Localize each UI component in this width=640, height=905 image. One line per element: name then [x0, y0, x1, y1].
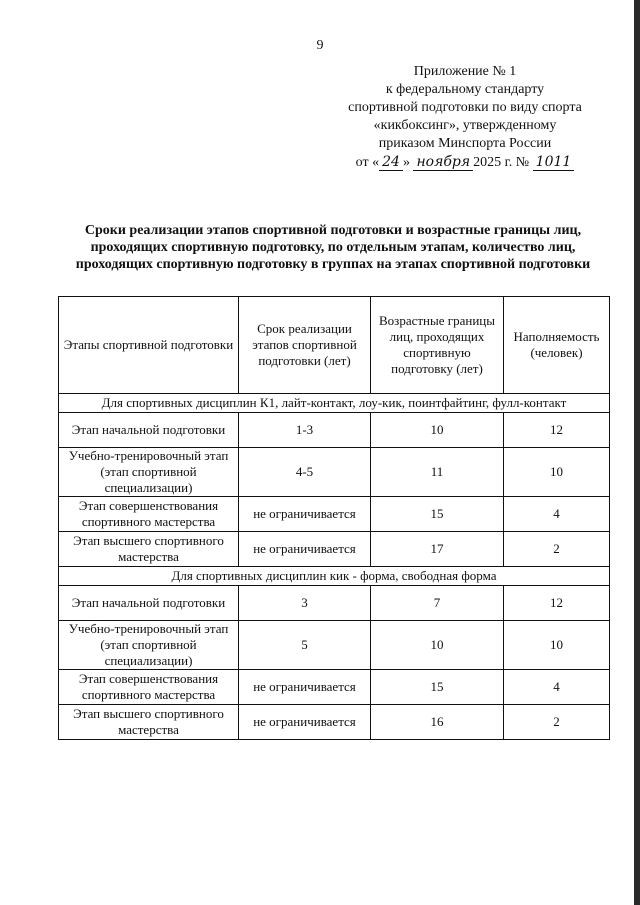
date-year: 2025 г. № [473, 155, 530, 170]
cell-age: 15 [371, 497, 504, 532]
cell-stage: Учебно-тренировочный этап (этап спортивной специализации) [59, 448, 239, 497]
cell-capacity: 12 [504, 586, 610, 621]
date-day: 24 [379, 154, 403, 171]
appendix-date-line [340, 153, 590, 172]
cell-duration: 4-5 [239, 448, 371, 497]
cell-capacity: 2 [504, 705, 610, 740]
table-row [59, 497, 610, 532]
appendix-line: приказом Минспорта России [378, 136, 552, 151]
table-row [59, 413, 610, 448]
header-age: Возрастные границы лиц, проходящих спортивную подготовку (лет) [371, 297, 504, 394]
cell-capacity: 12 [504, 413, 610, 448]
header-stage: Этапы спортивной подготовки [59, 297, 239, 394]
cell-stage: Этап начальной подготовки [59, 586, 239, 621]
table-row [59, 670, 610, 705]
cell-duration: 3 [239, 586, 371, 621]
cell-capacity: 4 [504, 670, 610, 705]
date-month: ноября [413, 154, 473, 171]
cell-capacity: 10 [504, 621, 610, 670]
group-row [59, 567, 610, 586]
order-number: 1011 [533, 154, 575, 171]
cell-capacity: 4 [504, 497, 610, 532]
table-row [59, 532, 610, 567]
cell-stage: Учебно-тренировочный этап (этап спортивной специализации) [59, 621, 239, 670]
scan-edge [634, 0, 640, 905]
cell-stage: Этап совершенствования спортивного мастерства [59, 670, 239, 705]
cell-age: 7 [371, 586, 504, 621]
appendix-line: спортивной подготовки по виду спорта [348, 100, 582, 115]
appendix-header [340, 63, 590, 172]
group-label: Для спортивных дисциплин К1, лайт-контакт, лоу-кик, поинтфайтинг, фулл-контакт [59, 394, 610, 413]
table-header-row [59, 297, 610, 394]
group-row [59, 394, 610, 413]
cell-duration: 1-3 [239, 413, 371, 448]
header-duration: Срок реализации этапов спортивной подготовки (лет) [239, 297, 371, 394]
date-prefix: от « [355, 155, 380, 170]
cell-duration: 5 [239, 621, 371, 670]
cell-capacity: 10 [504, 448, 610, 497]
cell-stage: Этап высшего спортивного мастерства [59, 532, 239, 567]
cell-capacity: 2 [504, 532, 610, 567]
table-row [59, 586, 610, 621]
group-label: Для спортивных дисциплин кик - форма, свободная форма [59, 567, 610, 586]
document-title: Сроки реализации этапов спортивной подготовки и возрастные границы лиц, проходящих спортивную подготовку, по отдельным этапам, количество лиц, проходящих спортивную подготовку в группах на этапах спортивной подготовки [75, 223, 591, 272]
cell-duration: не ограничивается [239, 670, 371, 705]
cell-duration: не ограничивается [239, 705, 371, 740]
cell-duration: не ограничивается [239, 532, 371, 567]
table-row [59, 705, 610, 740]
cell-age: 10 [371, 621, 504, 670]
cell-age: 10 [371, 413, 504, 448]
cell-age: 17 [371, 532, 504, 567]
cell-age: 11 [371, 448, 504, 497]
appendix-line: к федеральному стандарту [385, 82, 545, 97]
date-mid: » [402, 155, 410, 170]
stages-table [58, 296, 610, 740]
page-number: 9 [316, 38, 324, 53]
cell-stage: Этап совершенствования спортивного мастерства [59, 497, 239, 532]
cell-age: 15 [371, 670, 504, 705]
appendix-line: «кикбоксинг», утвержденному [373, 118, 557, 133]
appendix-line: Приложение № 1 [413, 64, 517, 79]
cell-stage: Этап высшего спортивного мастерства [59, 705, 239, 740]
table-row [59, 621, 610, 670]
header-capacity: Наполняемость (человек) [504, 297, 610, 394]
cell-age: 16 [371, 705, 504, 740]
cell-stage: Этап начальной подготовки [59, 413, 239, 448]
cell-duration: не ограничивается [239, 497, 371, 532]
table-row [59, 448, 610, 497]
